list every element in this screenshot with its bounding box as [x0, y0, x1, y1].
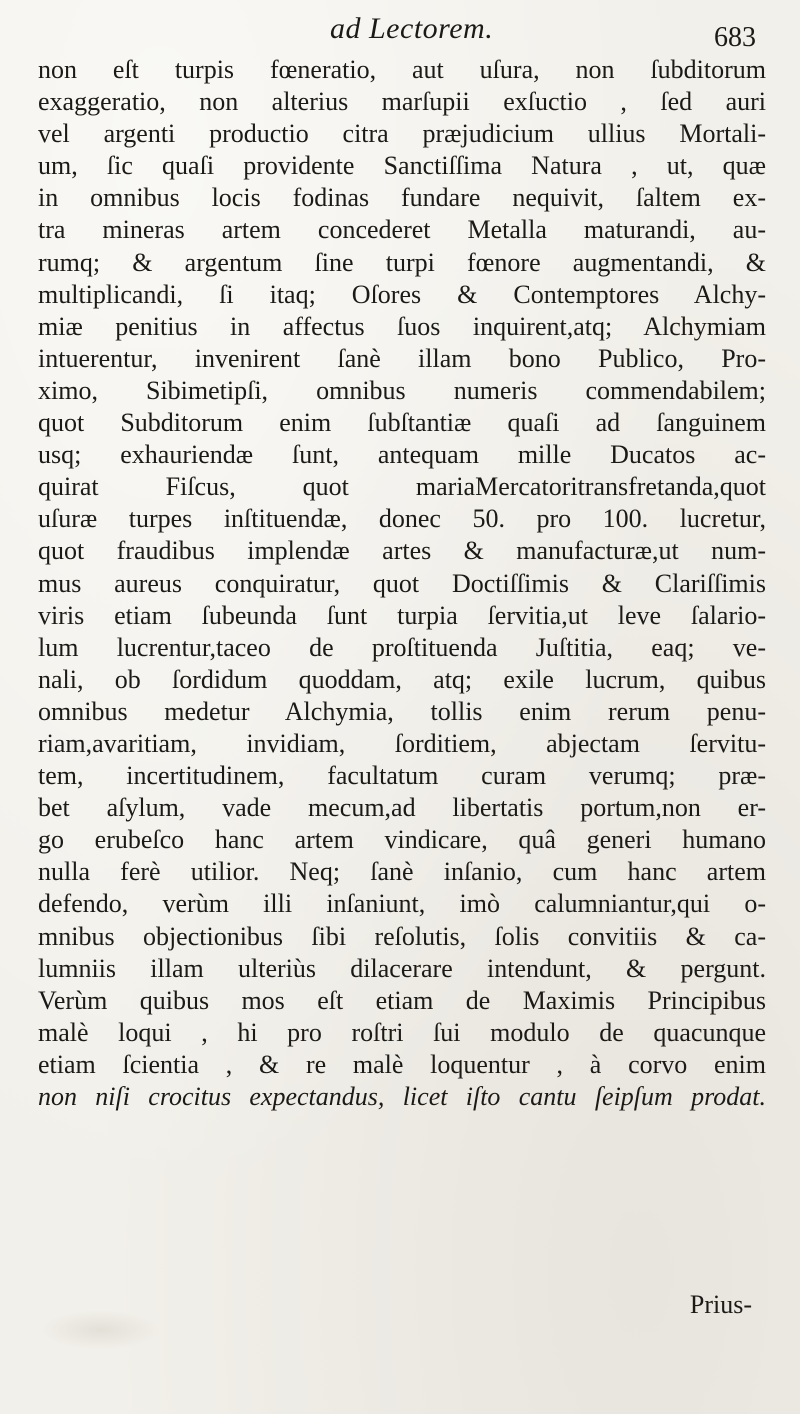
text-line: non eſt turpis fœneratio, aut uſura, non ſubditorum — [38, 55, 766, 84]
text-line: nali, ob ſordidum quoddam, atq; exile lucrum, quibus — [38, 664, 766, 694]
text-line: omnibus medetur Alchymia, tollis enim rerum penu- — [38, 696, 766, 726]
text-line: riam,avaritiam, invidiam, ſorditiem, abjectam ſervitu- — [38, 728, 766, 758]
text-line: Verùm quibus mos eſt etiam de Maximis Principibus — [38, 985, 766, 1015]
text-line: etiam ſcientia , & re malè loquentur , à corvo enim — [38, 1049, 766, 1079]
text-line: defendo, verùm illi inſaniunt, imò calumniantur,qui o- — [38, 889, 766, 919]
text-line: quirat Fiſcus, quot mariaMercatoritransfretanda,quot — [38, 472, 766, 502]
text-line: rumq; & argentum ſine turpi fœnore augmentandi, & — [38, 247, 766, 277]
text-line: exaggeratio, non alterius marſupii exſuctio , ſed auri — [38, 87, 766, 117]
text-line: mus aureus conquiratur, quot Doctiſſimis & Clariſſimis — [38, 568, 766, 598]
text-line: vel argenti productio citra præjudicium ullius Mortali- — [38, 119, 766, 149]
text-line: viris etiam ſubeunda ſunt turpia ſervitia,ut leve ſalario- — [38, 600, 766, 630]
text-line: bet aſylum, vade mecum,ad libertatis portum,non er- — [38, 793, 766, 823]
text-line-italic: non niſi crocitus expectandus, licet iſto cantu ſeipſum prodat. — [38, 1082, 766, 1111]
text-line: go erubeſco hanc artem vindicare, quâ generi humano — [38, 825, 766, 855]
text-line: usq; exhauriendæ ſunt, antequam mille Ducatos ac- — [38, 440, 766, 470]
text-line: tra mineras artem concederet Metalla maturandi, au- — [38, 215, 766, 245]
text-line: malè loqui , hi pro roſtri ſui modulo de quacunque — [38, 1017, 766, 1047]
running-title: ad Lectorem. — [330, 12, 494, 45]
text-line: ximo, Sibimetipſi, omnibus numeris commendabilem; — [38, 375, 766, 405]
text-line: quot fraudibus implendæ artes & manufacturæ,ut num- — [38, 536, 766, 566]
text-line: multiplicandi, ſi itaq; Oſores & Contemptores Alchy- — [38, 279, 766, 309]
text-line: lum lucrentur,taceo de proſtituenda Juſtitia, eaq; ve- — [38, 632, 766, 662]
text-line: in omnibus locis fodinas fundare nequivit, ſaltem ex- — [38, 183, 766, 213]
paper-stain — [40, 1310, 160, 1350]
page-number: 683 — [714, 22, 756, 53]
catchword: Prius- — [689, 1290, 752, 1319]
text-line: quot Subditorum enim ſubſtantiæ quaſi ad ſanguinem — [38, 408, 766, 438]
text-line: uſuræ turpes inſtituendæ, donec 50. pro 100. lucretur, — [38, 504, 766, 534]
page-header — [0, 8, 800, 58]
text-line: miæ penitius in affectus ſuos inquirent,atq; Alchymiam — [38, 311, 766, 341]
text-line: lumniis illam ulteriùs dilacerare intendunt, & pergunt. — [38, 953, 766, 983]
text-line: mnibus objectionibus ſibi reſolutis, ſolis convitiis & ca- — [38, 921, 766, 951]
text-line: intuerentur, invenirent ſanè illam bono Publico, Pro- — [38, 343, 766, 373]
text-line: nulla ferè utilior. Neq; ſanè inſanio, cum hanc artem — [38, 857, 766, 887]
body-text — [38, 54, 766, 1113]
text-line: um, ſic quaſi providente Sanctiſſima Natura , ut, quæ — [38, 151, 766, 181]
text-line: tem, incertitudinem, facultatum curam verumq; præ- — [38, 761, 766, 791]
